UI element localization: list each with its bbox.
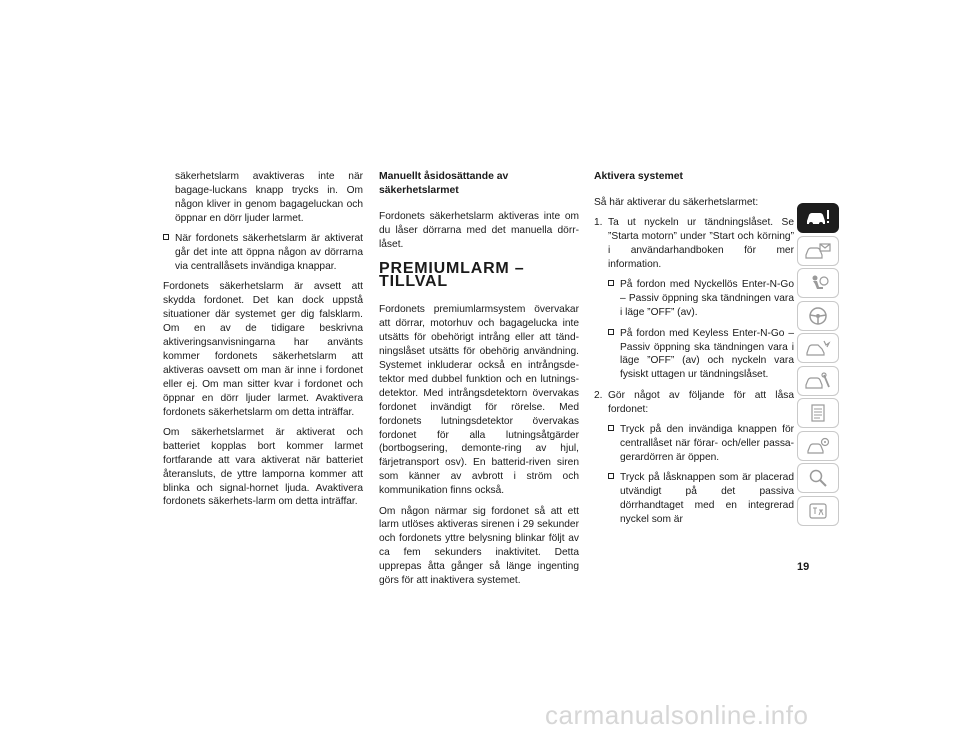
column-3 [594,170,794,533]
square-bullet-icon [608,473,614,479]
tab-index[interactable] [797,463,839,493]
square-bullet-icon [608,425,614,431]
square-bullet-icon [608,280,614,286]
tab-languages[interactable] [797,496,839,526]
paragraph-continued: säkerhetslarm avaktiveras inte när bagage-luckans knapp trycks in. Om någon kliver in genom bagageluckan och öppnar en dörr ljuder larmet. [175,171,363,224]
chapter-heading: PREMIUMLARM – TILLVAL [379,259,525,291]
car-info-icon [804,208,832,228]
numbered-step [594,216,794,272]
paragraph: Fordonets säkerhetslarm aktiveras inte om du låser dörrarna med det manuella dörr-låset. [379,210,579,250]
paragraph: Om säkerhetslarmet är aktiverat och batteriet kopplas bort kommer larmet fortfarande att vara aktiverat när batteriet återansluts, de yttre lamporna kommer att blinka och signal-hornet ljuda. Avaktivera fordonets säkerhets-larm om detta inträffar. [163,426,363,508]
bullet-text: På fordon med Nyckellös Enter-N-Go – Passiv öppning ska tändningen vara i läge ”OFF” (av). [620,279,794,319]
paragraph: Om någon närmar sig fordonet så att ett larm utlöses aktiveras sirenen i 29 sekunder och fordonets yttre belysning blinkar följt av ca fem sekunders inaktivitet. Detta upprepas åtta gånger så länge ingenting görs för att inaktivera systemet. [379,505,579,587]
tab-vehicle-info[interactable] [797,203,839,233]
step-number: 2. [594,389,603,401]
sub-bullet-item [608,278,794,320]
airbag-person-icon [804,273,832,293]
car-crash-icon [804,338,832,358]
car-media-icon [804,436,832,456]
tab-emergency[interactable] [797,333,839,363]
step-number: 1. [594,217,603,229]
car-wrench-icon [804,371,832,391]
tab-getting-started[interactable] [797,236,839,266]
square-bullet-icon [163,234,169,240]
paragraph: Fordonets premiumlarmsystem övervakar att dörrar, motorhuv och bagagelucka inte utsätts för obehörigt intrång eller att tänd-ningslåset utsätts för obehörig användning. Systemet inkluderar också en intrångsde-tektor med dubbel funktion och en lutnings-detektor. Med intrångsdetektorn övervakas fordonet invändigt för rörelse. Med fordonets lutningsdetektor övervakas fordonet för alla lutningsåtgärder (bortbogsering, demonte-ring av hjul, färjetransport osv). En batterid-riven siren som känner av avbrott i ström och kommunikation finns också. [379,304,579,497]
bullet-text: Tryck på den invändiga knappen för centrallåset när förar- och/eller passa-gerardörren är öppen. [620,424,794,463]
bullet-item [163,232,363,274]
language-icon [804,501,832,521]
tab-driving[interactable] [797,301,839,331]
tab-specifications[interactable] [797,398,839,428]
column-1 [163,170,363,516]
tab-safety[interactable] [797,268,839,298]
sub-bullet-item [608,327,794,383]
magnifier-icon [804,468,832,488]
sub-bullet-item [608,471,794,527]
checklist-icon [804,403,832,423]
numbered-step [594,389,794,417]
steering-wheel-icon [804,306,832,326]
tab-multimedia[interactable] [797,431,839,461]
watermark: carmanualsonline.info [545,700,809,730]
bullet-text: När fordonets säkerhetslarm är aktiverat går det inte att öppna någon av dörrarna via centrallåsets invändiga knappar. [175,233,363,272]
paragraph: Fordonets säkerhetslarm är avsett att skydda fordonet. Det kan dock uppstå situationer där systemet ger dig falsklarm. Om en av de tidigare beskrivna aktiveringsanvisningarna har använts kommer fordonets säkerhetslarm att aktiveras oavsett om man är inne i fordonet eller ej. Om man sitter kvar i fordonet och öppnar en dörr ljuder larmet. Avaktivera fordonets säkerhetslarm om detta inträffar. [163,281,363,418]
step-text: Ta ut nyckeln ur tändningslåset. Se ”Starta motorn” under ”Start och körning” i användarhandboken för mer information. [608,217,794,271]
column-2 [379,170,579,594]
tab-servicing[interactable] [797,366,839,396]
square-bullet-icon [608,329,614,335]
step-text: Gör något av följande för att låsa fordonet: [608,389,794,415]
car-mail-icon [804,241,832,261]
section-heading: Aktivera systemet [594,171,683,182]
sub-bullet-item [608,423,794,465]
bullet-text: På fordon med Keyless Enter-N-Go – Passiv öppning ska tändningen vara i läge ”OFF” (av) och nyckeln vara fysiskt uttagen ur tändningslåset. [620,327,794,381]
chapter-tabs [797,203,841,528]
section-heading: Manuellt åsidosättande av säkerhetslarmet [379,171,509,196]
bullet-text: Tryck på låsknappen som är placerad utvändigt på det passiva dörrhandtaget med en integrerad nyckel som är [620,472,794,526]
paragraph: Så här aktiverar du säkerhetslarmet: [594,196,759,208]
page-number: 19 [797,561,810,573]
